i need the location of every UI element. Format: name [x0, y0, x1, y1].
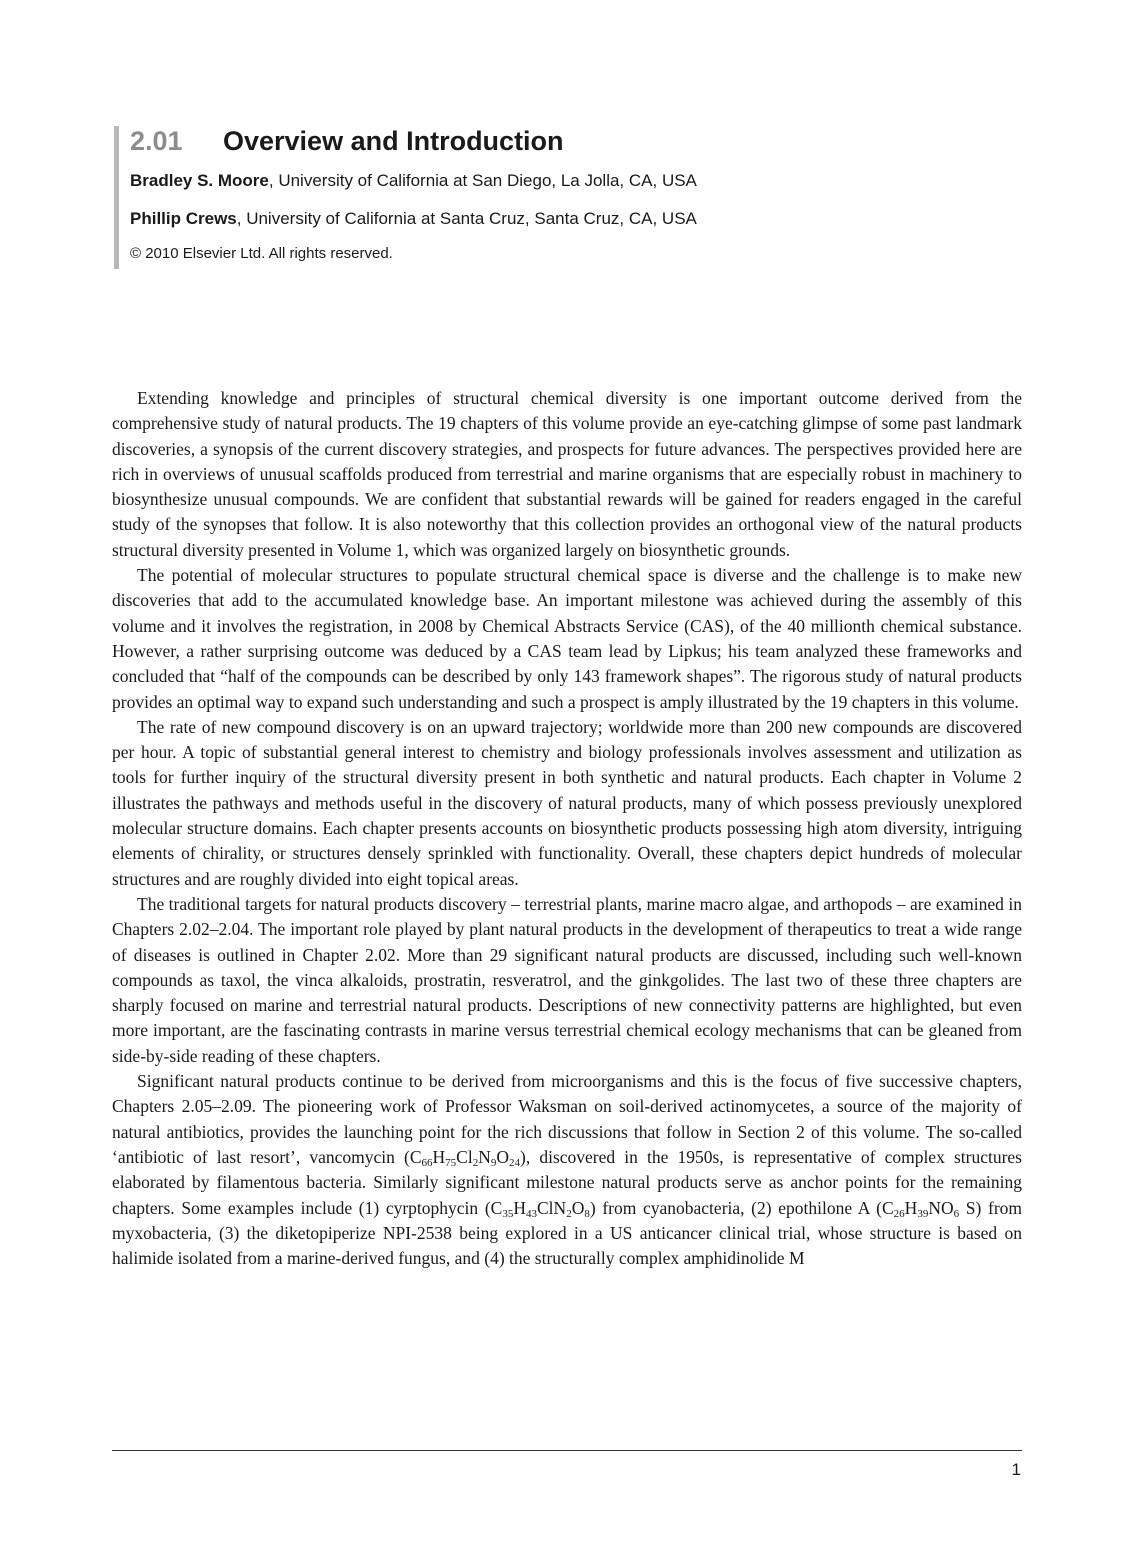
- chapter-title: Overview and Introduction: [223, 126, 564, 156]
- paragraph-5-text: ) from myxobacteria, (3) the diketopiperize NPI-2538 being explored in a US anticancer clinical trial, whose structure is based on halimide isolated from a marine-derived fungus, and (4) the structurally complex amphidinolide M: [112, 1197, 1023, 1269]
- paragraph-1: Extending knowledge and principles of structural chemical diversity is one important outcome derived from the comprehensive study of natural products. The 19 chapters of this volume provide an eye-catching glimpse of some past landmark discoveries, a synopsis of the current discovery strategies, and prospects for future advances. The perspectives provided here are rich in overviews of unusual scaffolds produced from terrestrial and marine organisms that are especially robust in machinery to biosynthesize unusual compounds. We are confident that substantial rewards will be gained for readers engaged in the careful study of the synopses that follow. It is also noteworthy that this collection provides an orthogonal view of the natural products structural diversity presented in Volume 1, which was organized largely on biosynthetic grounds.: [112, 388, 1022, 560]
- chapter-number: 2.01: [130, 126, 183, 156]
- paragraph-3: The rate of new compound discovery is on an upward trajectory; worldwide more than 200 new compounds are discovered per hour. A topic of substantial general interest to chemistry and biology professionals involves assessment and utilization as tools for further inquiry of the structural diversity present in both synthetic and natural products. Each chapter in Volume 2 illustrates the pathways and methods useful in the discovery of natural products, many of which possess previously unexplored molecular structure domains. Each chapter presents accounts on biosynthetic products possessing high atom diversity, intriguing elements of chirality, or structures densely sprinkled with functionality. Overall, these chapters depict hundreds of molecular structures and are roughly divided into eight topical areas.: [112, 716, 1022, 889]
- author-name: Bradley S. Moore: [130, 171, 269, 190]
- chapter-heading: [130, 126, 930, 156]
- author-line-moore: [130, 171, 930, 191]
- paragraph-5-text: Significant natural products continue to be derived from microorganisms and this is the focus of five successive chapters, Chapters 2.05–2.09. The pioneering work of Professor Waksman on soil-derived actinomycetes, a source of the majority of natural antibiotics, provides the launching point for the rich discussions that follow in Section 2 of this volume. The so-called ‘antibiotic of last resort’, vancomycin (: [112, 1071, 1022, 1167]
- paragraph-5-text: ) from cyanobacteria, (2) epothilone A (: [589, 1197, 882, 1218]
- footer-divider: [112, 1450, 1022, 1451]
- paragraph-5-text: ), discovered in the 1950s, is representative of complex structures elaborated by filamentous bacteria. Similarly significant milestone natural products serve as anchor points for the remaining chapters. Some examples include (1) cyrptophycin (: [112, 1146, 1022, 1218]
- author-affiliation: , University of California at Santa Cruz, Santa Cruz, CA, USA: [236, 209, 697, 228]
- formula-vancomycin: $C_{66}H_{75}Cl_2N_9O_{24}$: [409, 1146, 520, 1169]
- formula-cryptophycin: $C_{35}H_{43}ClN_2O_8$: [490, 1197, 590, 1220]
- chapter-header: [114, 126, 930, 269]
- author-name: Phillip Crews: [130, 209, 237, 228]
- formula-epothilone: $C_{26}H_{39}NO_6$ S: [881, 1197, 976, 1220]
- paragraph-5: [112, 1069, 1022, 1271]
- copyright-notice: © 2010 Elsevier Ltd. All rights reserved.: [130, 245, 393, 262]
- paragraph-4: The traditional targets for natural products discovery – terrestrial plants, marine macro algae, and arthopods – are examined in Chapters 2.02–2.04. The important role played by plant natural products in the development of therapeutics to treat a wide range of diseases is outlined in Chapter 2.02. More than 29 significant natural products are discussed, including such well-known compounds as taxol, the vinca alkaloids, prostratin, resveratrol, and the ginkgolides. The last two of these three chapters are sharply focused on marine and terrestrial natural products. Descriptions of new connectivity patterns are highlighted, but even more important, are the fascinating contrasts in marine versus terrestrial chemical ecology mechanisms that can be gleaned from side-by-side reading of these chapters.: [112, 893, 1022, 1066]
- author-line-crews: [130, 209, 930, 229]
- author-affiliation: , University of California at San Diego, La Jolla, CA, USA: [268, 171, 697, 190]
- body-text: [112, 386, 1022, 1271]
- page-number: 1: [1011, 1460, 1021, 1479]
- paragraph-2: The potential of molecular structures to populate structural chemical space is diverse and the challenge is to make new discoveries that add to the accumulated knowledge base. An important milestone was achieved during the assembly of this volume and it involves the registration, in 2008 by Chemical Abstracts Service (CAS), of the 40 millionth chemical substance. However, a rather surprising outcome was deduced by a CAS team lead by Lipkus; his team analyzed these frameworks and concluded that “half of the compounds can be described by only 143 framework shapes”. The rigorous study of natural products provides an optimal way to expand such understanding and such a prospect is amply illustrated by the 19 chapters in this volume.: [112, 565, 1022, 712]
